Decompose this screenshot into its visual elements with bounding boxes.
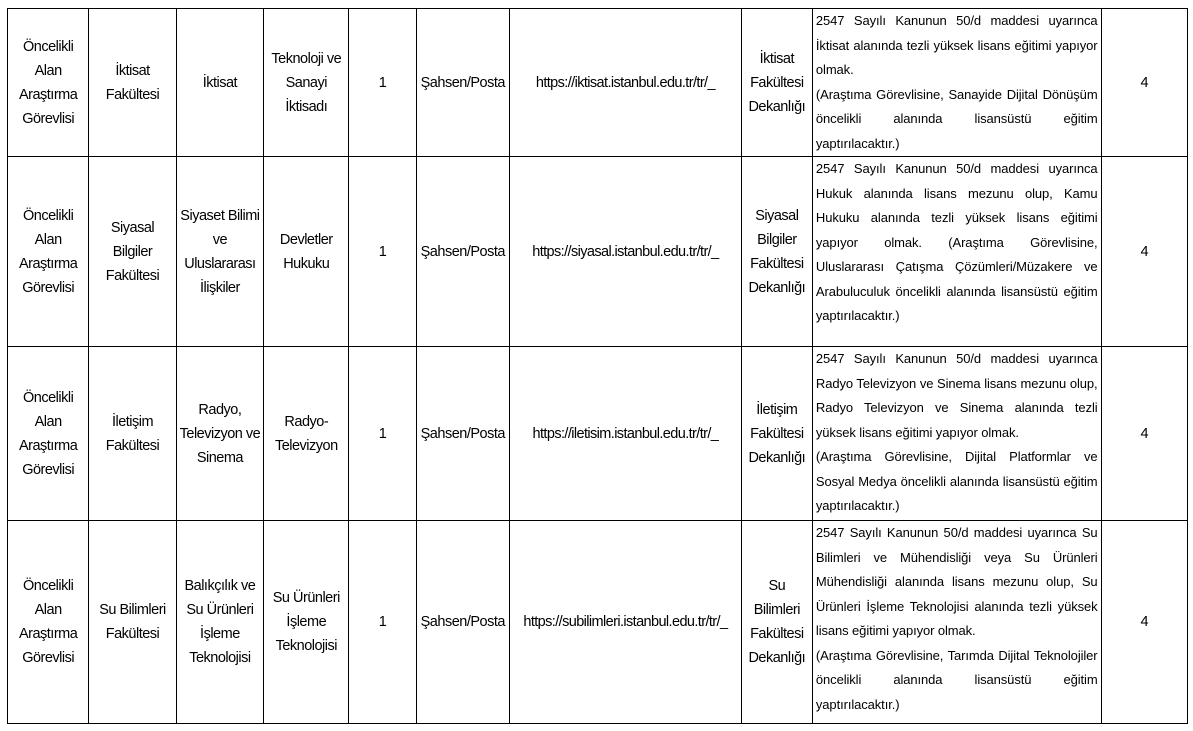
requirements-paragraph: 2547 Sayılı Kanunun 50/d maddesi uyarınca İktisat alanında tezli yüksek lisans eğitimi yapıyor olmak.: [815, 13, 1098, 77]
application-method-cell: Şahsen/Posta: [416, 157, 510, 347]
position-type-cell: Öncelikli Alan Araştırma Görevlisi: [8, 347, 89, 521]
count-cell: 1: [349, 9, 416, 157]
application-method-cell: Şahsen/Posta: [416, 521, 510, 724]
position-type-cell: Öncelikli Alan Araştırma Görevlisi: [8, 157, 89, 347]
faculty-cell: İktisat Fakültesi: [89, 9, 176, 157]
application-office-cell: Siyasal Bilgiler Fakültesi Dekanlığı: [741, 157, 812, 347]
requirements-cell: [812, 521, 1101, 724]
application-office-cell: İletişim Fakültesi Dekanlığı: [741, 347, 812, 521]
requirements-cell: [812, 347, 1101, 521]
website-link-cell[interactable]: https://iletisim.istanbul.edu.tr/tr/_: [510, 347, 742, 521]
table-row: [8, 9, 1188, 157]
website-link-cell[interactable]: https://subilimleri.istanbul.edu.tr/tr/_: [510, 521, 742, 724]
count-cell: 1: [349, 347, 416, 521]
website-link-cell[interactable]: https://siyasal.istanbul.edu.tr/tr/_: [510, 157, 742, 347]
requirements-cell: [812, 9, 1101, 157]
positions-table: [7, 8, 1188, 724]
score-cell: 4: [1101, 521, 1187, 724]
application-office-cell: İktisat Fakültesi Dekanlığı: [741, 9, 812, 157]
score-cell: 4: [1101, 347, 1187, 521]
score-cell: 4: [1101, 9, 1187, 157]
requirements-paragraph: 2547 Sayılı Kanunun 50/d maddesi uyarınca Su Bilimleri ve Mühendisliği veya Su Ürünleri Mühendisliği alanında lisans mezunu olup, Su Ürünleri İşleme Teknolojisi alanında tezli yüksek lisans eğitimi yapıyor olmak.: [815, 525, 1098, 638]
faculty-cell: Siyasal Bilgiler Fakültesi: [89, 157, 176, 347]
requirements-paragraph: 2547 Sayılı Kanunun 50/d maddesi uyarınca Radyo Televizyon ve Sinema lisans mezunu olup, Radyo Televizyon ve Sinema alanında tezli yüksek lisans eğitimi yapıyor olmak.: [815, 351, 1098, 440]
score-cell: 4: [1101, 157, 1187, 347]
requirements-paragraph: (Araştıma Görevlisine, Sanayide Dijital Dönüşüm öncelikli alanında lisansüstü eğitim yaptırılacaktır.): [815, 86, 1098, 151]
requirements-cell: [812, 157, 1101, 347]
division-cell: Devletler Hukuku: [264, 157, 349, 347]
faculty-cell: İletişim Fakültesi: [89, 347, 176, 521]
application-method-cell: Şahsen/Posta: [416, 347, 510, 521]
table-body: [8, 9, 1188, 724]
department-cell: Siyaset Bilimi ve Uluslararası İlişkiler: [176, 157, 263, 347]
application-method-cell: Şahsen/Posta: [416, 9, 510, 157]
department-cell: Balıkçılık ve Su Ürünleri İşleme Teknolojisi: [176, 521, 263, 724]
website-link-cell[interactable]: https://iktisat.istanbul.edu.tr/tr/_: [510, 9, 742, 157]
division-cell: Radyo-Televizyon: [264, 347, 349, 521]
department-cell: Radyo, Televizyon ve Sinema: [176, 347, 263, 521]
count-cell: 1: [349, 521, 416, 724]
requirements-paragraph: 2547 Sayılı Kanunun 50/d maddesi uyarınca Hukuk alanında lisans mezunu olup, Kamu Hukuku alanında tezli yüksek lisans eğitimi yapıyor olmak. (Araştıma Görevlisine, Uluslararası Çatışma Çözümleri/Müzakere ve Arabuluculuk öncelikli alanında lisansüstü eğitim yaptırılacaktır.): [815, 161, 1098, 323]
division-cell: Teknoloji ve Sanayi İktisadı: [264, 9, 349, 157]
position-type-cell: Öncelikli Alan Araştırma Görevlisi: [8, 9, 89, 157]
count-cell: 1: [349, 157, 416, 347]
position-type-cell: Öncelikli Alan Araştırma Görevlisi: [8, 521, 89, 724]
faculty-cell: Su Bilimleri Fakültesi: [89, 521, 176, 724]
requirements-paragraph: (Araştıma Görevlisine, Tarımda Dijital Teknolojiler öncelikli alanında lisansüstü eğitim yaptırılacaktır.): [815, 647, 1098, 712]
division-cell: Su Ürünleri İşleme Teknolojisi: [264, 521, 349, 724]
department-cell: İktisat: [176, 9, 263, 157]
table-row: [8, 157, 1188, 347]
requirements-paragraph: (Araştıma Görevlisine, Dijital Platformlar ve Sosyal Medya öncelikli alanında lisansüstü eğitim yaptırılacaktır.): [815, 449, 1098, 513]
application-office-cell: Su Bilimleri Fakültesi Dekanlığı: [741, 521, 812, 724]
table-row: [8, 347, 1188, 521]
table-row: [8, 521, 1188, 724]
